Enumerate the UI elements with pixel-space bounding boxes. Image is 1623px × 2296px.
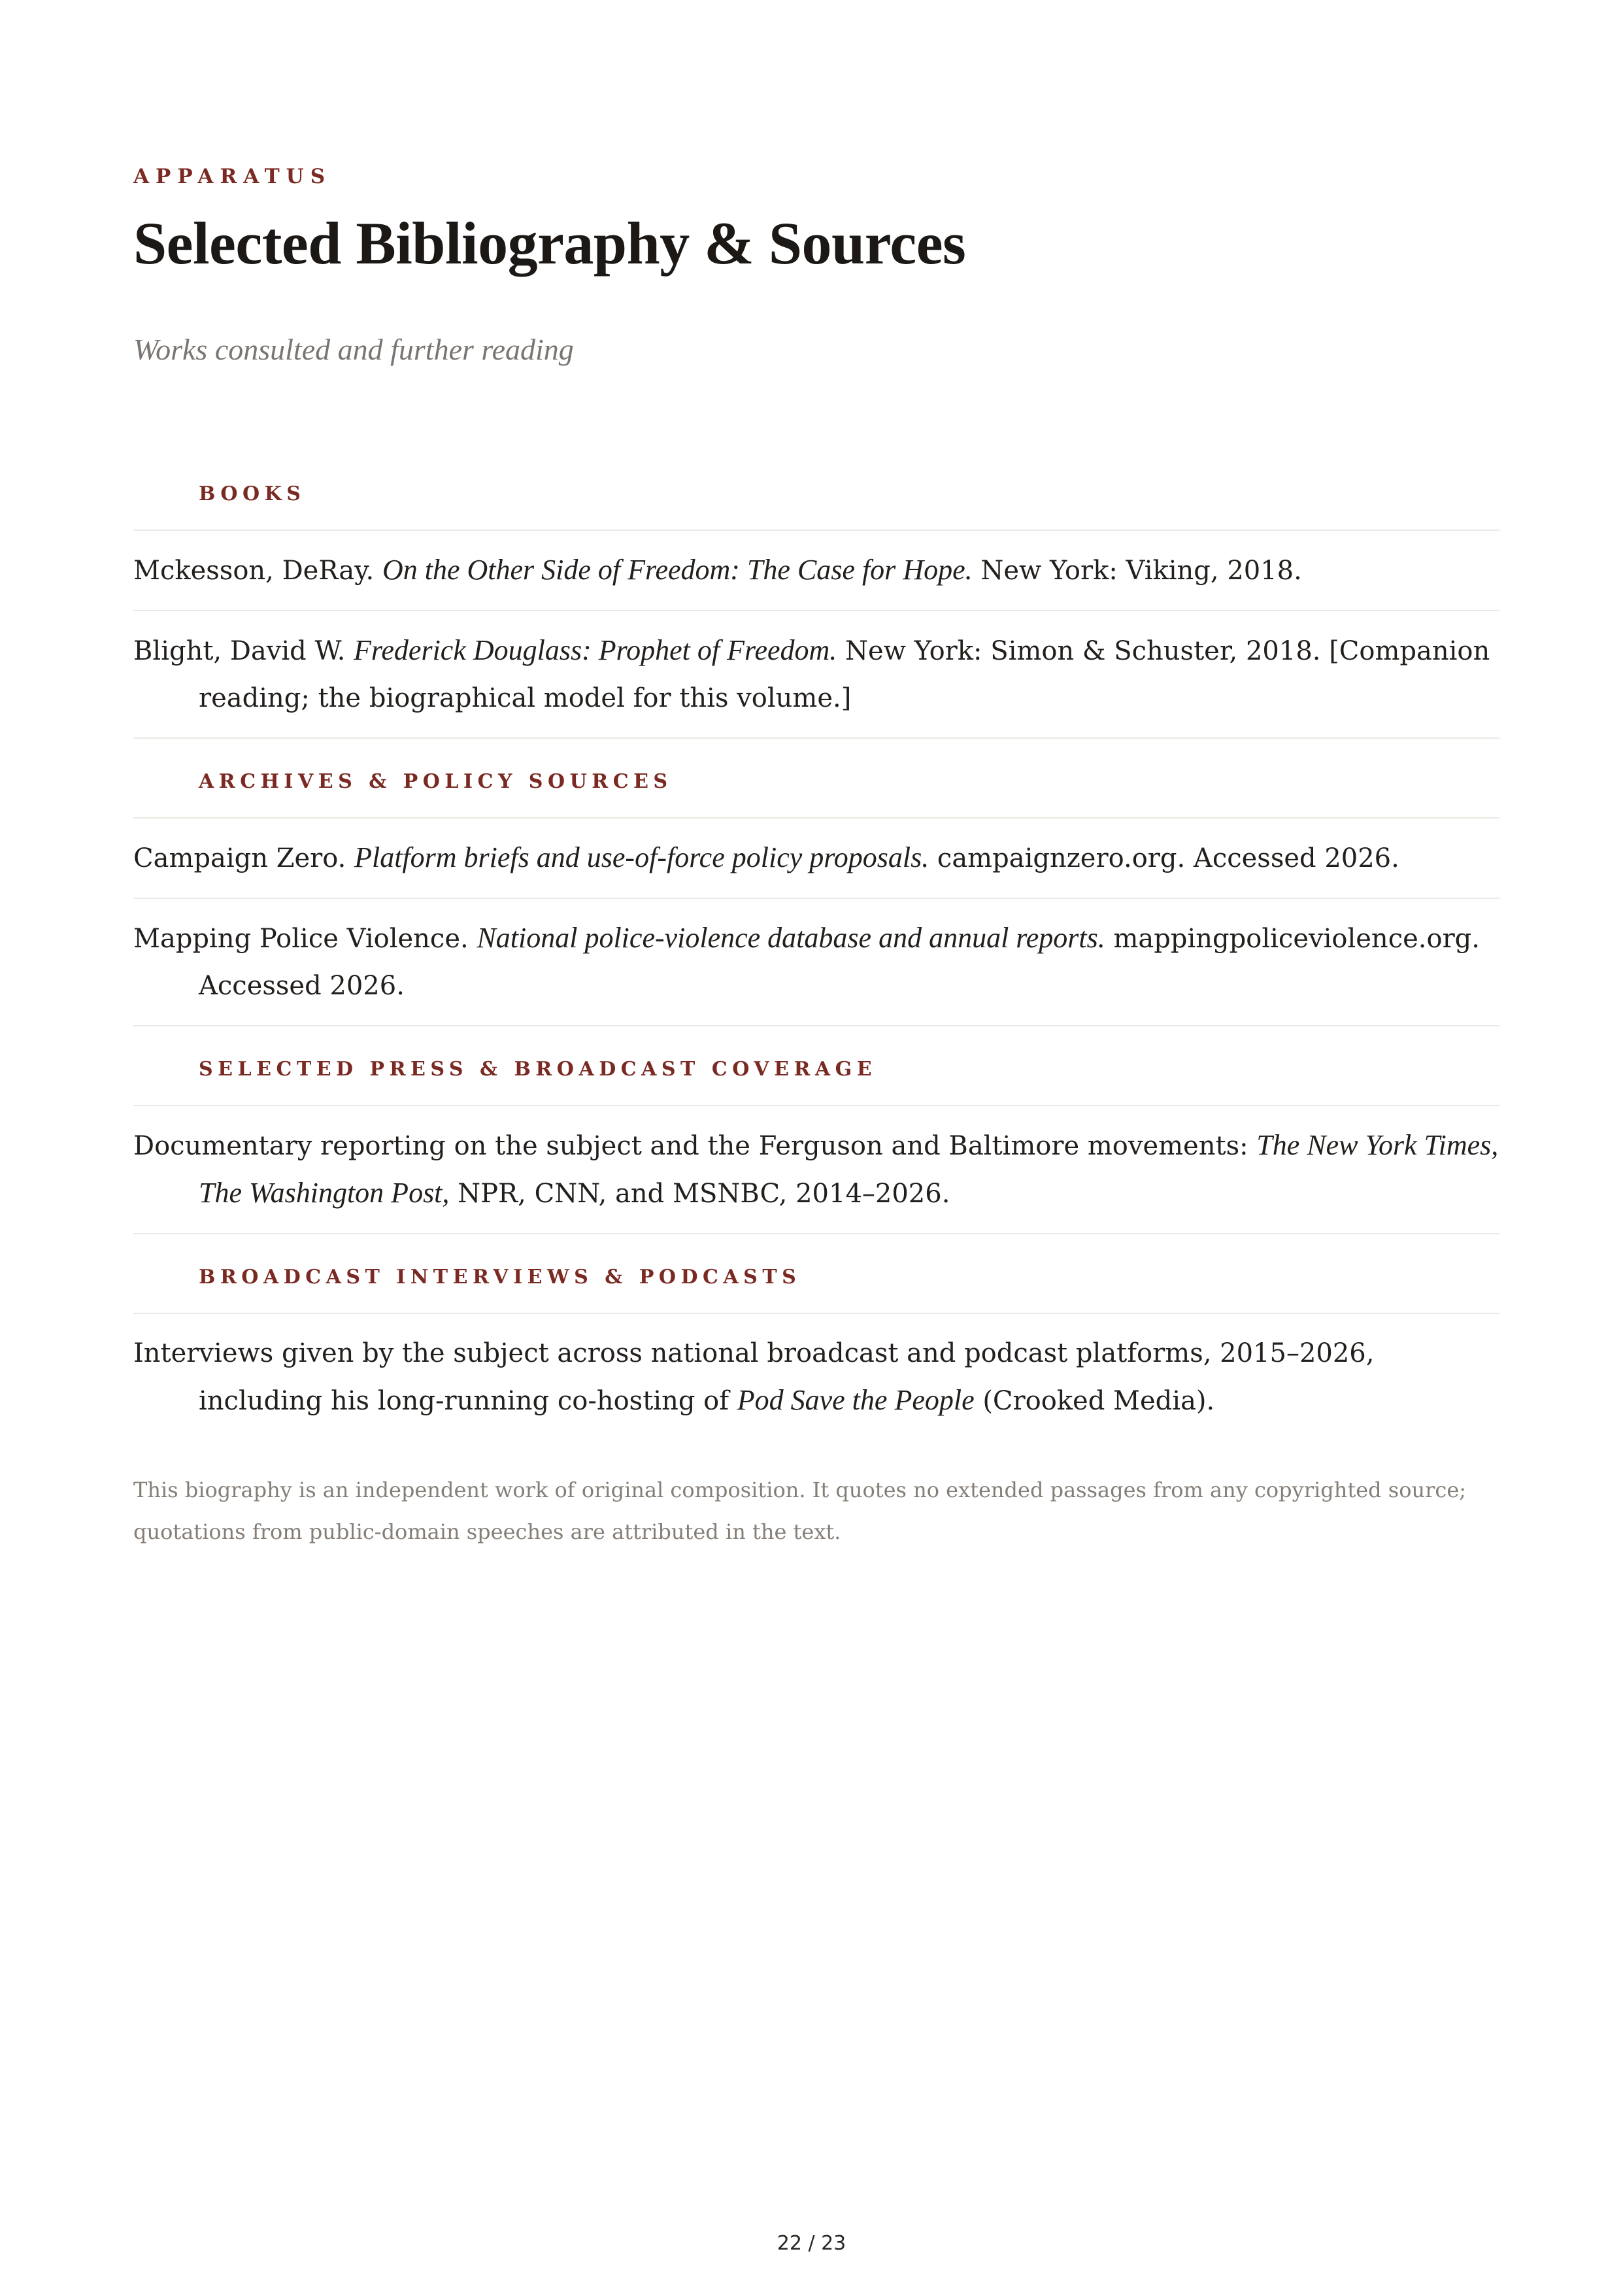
page-subtitle: Works consulted and further reading	[133, 333, 574, 366]
section-eyebrow: APPARATUS	[133, 165, 332, 188]
entry-details: New York: Simon & Schuster, 2018. [Companion reading; the biographical model for this volume.]	[199, 636, 1490, 713]
entry-details: (Crooked Media).	[974, 1386, 1215, 1416]
bibliography-entry	[133, 819, 1499, 899]
entry-details: mappingpoliceviolence.org. Accessed 2026.	[199, 924, 1481, 1001]
entry-author: Documentary reporting on the subject and the Ferguson and Baltimore movements:	[133, 1131, 1257, 1161]
bibliography-entry	[133, 1314, 1499, 1440]
bibliography-entry	[133, 1106, 1499, 1234]
bibliography-entry	[133, 531, 1499, 611]
section-heading-books: BOOKS	[133, 473, 1499, 531]
copyright-note: This biography is an independent work of original composition. It quotes no extended passages from any copyrighted source; quotations from public-domain speeches are attributed in the text.	[133, 1477, 1467, 1544]
entry-details: campaignzero.org. Accessed 2026.	[929, 843, 1399, 873]
section-heading-interviews: BROADCAST INTERVIEWS & PODCASTS	[133, 1257, 1499, 1314]
entry-title: The New York Times, The Washington Post,	[199, 1129, 1499, 1209]
bibliography-entry	[133, 611, 1499, 739]
entry-details: NPR, CNN, and MSNBC, 2014–2026.	[449, 1179, 950, 1209]
entry-title: Pod Save the People	[737, 1384, 975, 1416]
section-heading-archives: ARCHIVES & POLICY SOURCES	[133, 761, 1499, 819]
entry-author: Blight, David W.	[133, 636, 354, 666]
entry-title: On the Other Side of Freedom: The Case for Hope.	[382, 554, 973, 586]
page-number: 22 / 23	[777, 2232, 846, 2255]
entry-title: National police-violence database and annual reports.	[477, 922, 1105, 954]
entry-author: Campaign Zero.	[133, 843, 355, 873]
bibliography-entry	[133, 899, 1499, 1026]
entry-author: Interviews given by the subject across national broadcast and podcast platforms, 2015–2026, including his long-running co-hosting of	[133, 1338, 1375, 1416]
entry-author: Mapping Police Violence.	[133, 924, 477, 954]
entry-title: Frederick Douglass: Prophet of Freedom.	[354, 634, 837, 666]
section-heading-press: SELECTED PRESS & BROADCAST COVERAGE	[133, 1049, 1499, 1106]
entry-details: New York: Viking, 2018.	[972, 556, 1302, 586]
bibliography	[133, 473, 1499, 1553]
entry-author: Mckesson, DeRay.	[133, 556, 382, 586]
entry-title: Platform briefs and use-of-force policy proposals.	[354, 841, 929, 873]
page-title: Selected Bibliography & Sources	[133, 210, 966, 277]
